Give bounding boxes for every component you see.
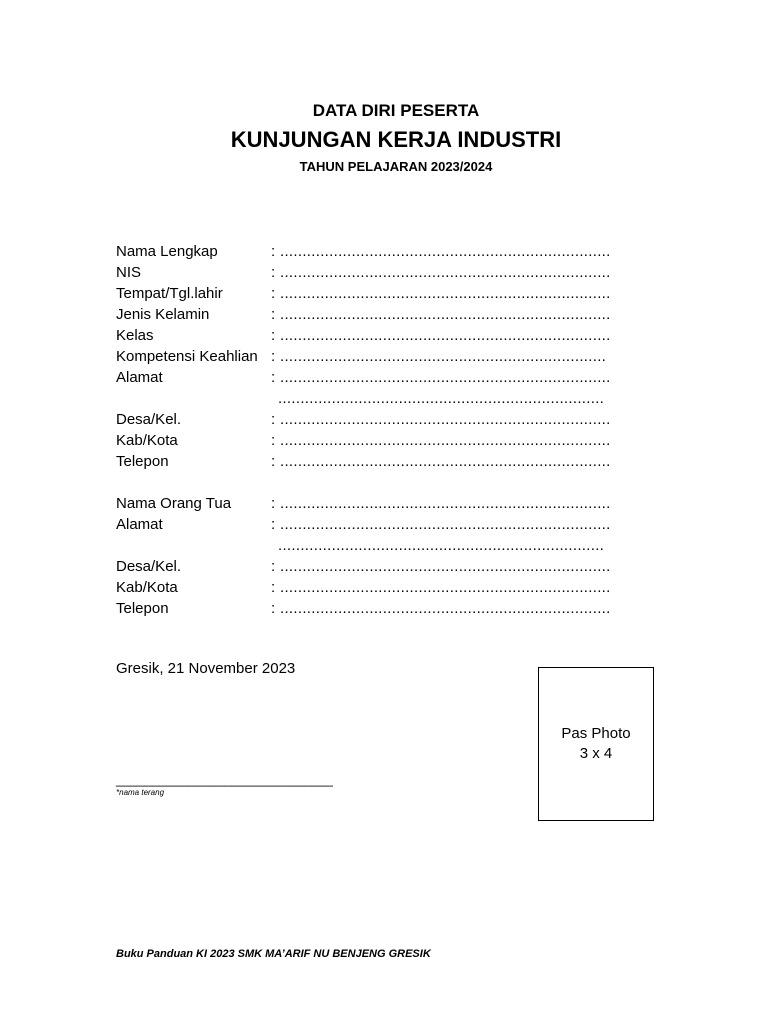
field-colon: : xyxy=(271,432,276,449)
section-spacer xyxy=(116,472,636,493)
field-nama-orang-tua xyxy=(116,493,636,514)
field-alamat-ortu-continuation xyxy=(116,535,636,556)
signature-note: *nama terang xyxy=(116,788,165,797)
photo-size: 3 x 4 xyxy=(579,745,613,762)
field-fill-line[interactable]: .......................................................................... xyxy=(280,495,611,512)
field-label: Telepon xyxy=(116,600,169,617)
field-label: Kelas xyxy=(116,327,154,344)
field-colon: : xyxy=(271,579,276,596)
field-label: Telepon xyxy=(116,453,169,470)
field-label: Nama Lengkap xyxy=(116,243,218,260)
photo-label: Pas Photo xyxy=(561,725,631,742)
field-fill-line[interactable]: .......................................................................... xyxy=(280,411,611,428)
field-fill-line[interactable]: ......................................................................... xyxy=(280,348,607,365)
field-fill-line[interactable]: .......................................................................... xyxy=(280,327,611,344)
field-colon: : xyxy=(271,306,276,323)
field-alamat-continuation xyxy=(116,388,636,409)
heading-data-diri: DATA DIRI PESERTA xyxy=(312,101,480,120)
field-label: Tempat/Tgl.lahir xyxy=(116,285,223,302)
field-alamat-ortu xyxy=(116,514,636,535)
field-fill-line[interactable]: .......................................................................... xyxy=(280,432,611,449)
field-label: Desa/Kel. xyxy=(116,411,182,428)
field-colon: : xyxy=(271,243,276,260)
field-fill-line[interactable]: .......................................................................... xyxy=(280,369,611,386)
field-telepon xyxy=(116,451,636,472)
field-fill-line[interactable]: .......................................................................... xyxy=(280,264,611,281)
signature-line[interactable]: ______________________________ xyxy=(116,772,333,787)
field-jenis-kelamin xyxy=(116,304,636,325)
field-fill-line[interactable]: .......................................................................... xyxy=(280,285,611,302)
field-fill-line[interactable]: .......................................................................... xyxy=(280,516,611,533)
field-tempat-tgl-lahir xyxy=(116,283,636,304)
field-colon: : xyxy=(271,495,276,512)
field-kab-kota-ortu xyxy=(116,577,636,598)
field-fill-line[interactable]: ......................................................................... xyxy=(278,537,605,554)
place-date: Gresik, 21 November 2023 xyxy=(116,660,296,677)
field-colon: : xyxy=(271,453,276,470)
field-kompetensi-keahlian xyxy=(116,346,636,367)
field-fill-line[interactable]: ......................................................................... xyxy=(278,390,605,407)
field-fill-line[interactable]: .......................................................................... xyxy=(280,579,611,596)
field-desa-kel-ortu xyxy=(116,556,636,577)
heading-tahun: TAHUN PELAJARAN 2023/2024 xyxy=(299,159,493,174)
field-colon: : xyxy=(271,348,276,365)
heading-kunjungan: KUNJUNGAN KERJA INDUSTRI xyxy=(230,127,562,152)
field-colon: : xyxy=(271,285,276,302)
page-footer: Buku Panduan KI 2023 SMK MA’ARIF NU BENJENG GRESIK xyxy=(116,948,431,960)
field-fill-line[interactable]: .......................................................................... xyxy=(280,558,611,575)
field-label: Kab/Kota xyxy=(116,579,178,596)
field-colon: : xyxy=(271,327,276,344)
field-label: NIS xyxy=(116,264,142,281)
field-alamat xyxy=(116,367,636,388)
field-kab-kota xyxy=(116,430,636,451)
field-fill-line[interactable]: .......................................................................... xyxy=(280,306,611,323)
field-label: Jenis Kelamin xyxy=(116,306,210,323)
field-nama-lengkap xyxy=(116,241,636,262)
field-label: Alamat xyxy=(116,369,163,386)
field-fill-line[interactable]: .......................................................................... xyxy=(280,453,611,470)
field-telepon-ortu xyxy=(116,598,636,619)
field-label: Alamat xyxy=(116,516,163,533)
field-colon: : xyxy=(271,264,276,281)
field-label: Kompetensi Keahlian xyxy=(116,348,258,365)
field-label: Desa/Kel. xyxy=(116,558,182,575)
field-colon: : xyxy=(271,411,276,428)
field-fill-line[interactable]: .......................................................................... xyxy=(280,243,611,260)
field-label: Kab/Kota xyxy=(116,432,178,449)
field-fill-line[interactable]: .......................................................................... xyxy=(280,600,611,617)
field-colon: : xyxy=(271,369,276,386)
field-label: Nama Orang Tua xyxy=(116,495,232,512)
field-colon: : xyxy=(271,558,276,575)
field-nis xyxy=(116,262,636,283)
photo-box xyxy=(538,667,654,821)
biodata-form xyxy=(116,241,636,619)
field-colon: : xyxy=(271,600,276,617)
field-desa-kel xyxy=(116,409,636,430)
field-kelas xyxy=(116,325,636,346)
field-colon: : xyxy=(271,516,276,533)
